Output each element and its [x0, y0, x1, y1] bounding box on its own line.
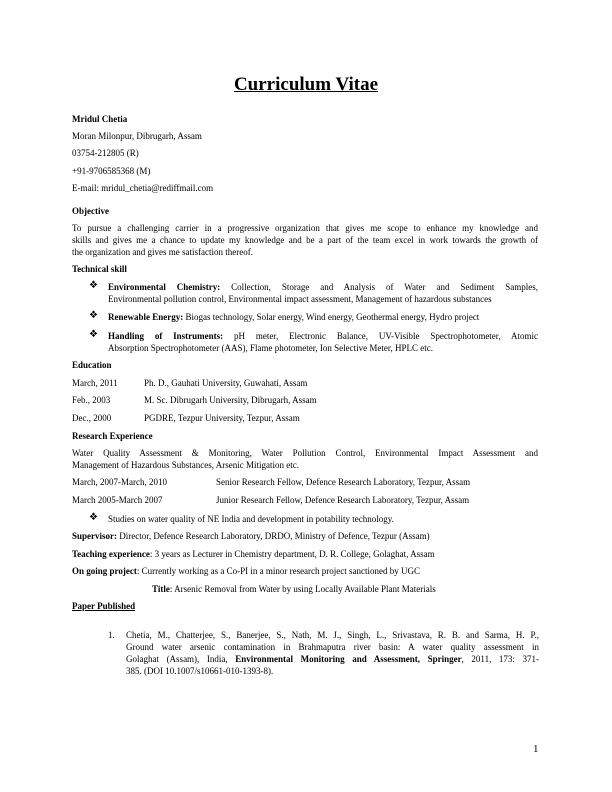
- skill-label: Environmental Chemistry:: [108, 282, 221, 292]
- address: Moran Milonpur, Dibrugarh, Assam: [72, 131, 202, 141]
- objective-heading: Objective: [72, 206, 109, 216]
- bullet-diamond-icon: ❖: [89, 329, 98, 340]
- skill-renewable-line-1: [108, 311, 479, 324]
- education-detail: Ph. D., Gauhati University, Guwahati, Assam: [144, 378, 308, 388]
- bullet-diamond-icon: ❖: [89, 280, 98, 291]
- research-detail: Senior Research Fellow, Defence Research Laboratory, Tezpur, Assam: [216, 477, 471, 487]
- paper-journal: Environmental Monitoring and Assessment, Springer: [235, 654, 462, 664]
- page-title: Curriculum Vitae: [233, 74, 379, 95]
- project-title-line: [152, 583, 436, 596]
- education-heading: Education: [72, 360, 112, 370]
- education-date: Feb., 2003: [72, 395, 111, 405]
- page-number: 1: [533, 743, 539, 755]
- paper-line-3-post: , 2011, 173: 371-: [461, 654, 539, 664]
- email: E-mail: mridul_chetia@rediffmail.com: [72, 183, 214, 193]
- research-heading: Research Experience: [72, 431, 153, 441]
- ongoing-label: On going project: [72, 566, 137, 576]
- research-detail: Junior Research Fellow, Defence Research Laboratory, Tezpur, Assam: [216, 495, 470, 505]
- objective-line-1: To pursue a challenging carrier in a progressive organization that gives me scope to enhance my knowledge and: [72, 223, 538, 233]
- skill-text: Collection, Storage and Analysis of Water and Sediment Samples,: [231, 282, 539, 292]
- education-date: Dec., 2000: [72, 413, 112, 423]
- supervisor-label: Supervisor:: [72, 531, 117, 541]
- teaching-line: [72, 548, 435, 561]
- skill-text: Biogas technology, Solar energy, Wind energy, Geothermal energy, Hydro project: [185, 312, 480, 322]
- papers-heading: Paper Published: [72, 601, 136, 611]
- skill-environmental-line-2: Environmental pollution control, Environmental impact assessment, Management of hazardous substances: [108, 294, 492, 304]
- phone-mobile: +91-9706585368 (M): [72, 166, 151, 176]
- skill-text: pH meter, Electronic Balance, UV-Visible Spectrophotometer, Atomic: [234, 331, 539, 341]
- phone-residence: 03754-212805 (R): [72, 148, 139, 158]
- teaching-value: : 3 years as Lecturer in Chemistry department, D. R. College, Golaghat, Assam: [149, 549, 435, 559]
- skill-label: Handling of Instruments:: [108, 331, 224, 341]
- objective-line-2: skills and gives me a chance to update my knowledge and be a part of the team excel in work towards the growth of: [72, 235, 538, 245]
- research-line-2: Management of Hazardous Substances, Arsenic Mitigation etc.: [72, 460, 299, 470]
- bullet-diamond-icon: ❖: [89, 310, 98, 321]
- skill-instruments-line-2: Absorption Spectrophotometer (AAS), Flame photometer, Ion Selective Meter, HPLC etc.: [108, 343, 433, 353]
- skills-heading: Technical skill: [72, 264, 127, 274]
- research-bullet-text: Studies on water quality of NE India and development in potability technology.: [108, 514, 394, 524]
- objective-line-3: the organization and gives me satisfaction thereof.: [72, 247, 254, 257]
- paper-number: 1.: [108, 630, 115, 640]
- bullet-diamond-icon: ❖: [89, 512, 98, 523]
- paper-line-3-pre: Golaghat (Assam), India,: [126, 654, 236, 664]
- paper-line-2: Ground water arsenic contamination in Brahmaputra river basin: A water quality assessment in: [126, 642, 539, 652]
- supervisor-value: Director, Defence Research Laboratory, DRDO, Ministry of Defence, Tezpur (Assam): [117, 531, 430, 541]
- education-detail: PGDRE, Tezpur University, Tezpur, Assam: [144, 413, 300, 423]
- candidate-name: Mridul Chetia: [72, 114, 128, 124]
- research-date: March, 2007-March, 2010: [72, 477, 167, 487]
- teaching-label: Teaching experience: [72, 549, 150, 559]
- education-date: March, 2011: [72, 378, 118, 388]
- project-title-value: : Arsenic Removal from Water by using Locally Available Plant Materials: [169, 584, 436, 594]
- paper-line-1: Chetia, M., Chatterjee, S., Banerjee, S., Nath, M. J., Singh, L., Srivastava, R. B. and Sarma, H. P.,: [126, 630, 539, 640]
- skill-label: Renewable Energy:: [108, 312, 184, 322]
- project-title-label: Title: [152, 584, 170, 594]
- supervisor-line: [72, 530, 430, 543]
- education-detail: M. Sc. Dibrugarh University, Dibrugarh, Assam: [144, 395, 317, 405]
- ongoing-value: : Currently working as a Co-PI in a minor research project sanctioned by UGC: [136, 566, 421, 576]
- paper-line-4: 385. (DOI 10.1007/s10661-010-1393-8).: [126, 666, 274, 676]
- research-line-1: Water Quality Assessment & Monitoring, Water Pollution Control, Environmental Impact Assessment and: [72, 448, 538, 458]
- ongoing-line: [72, 565, 420, 578]
- research-date: March 2005-March 2007: [72, 495, 163, 505]
